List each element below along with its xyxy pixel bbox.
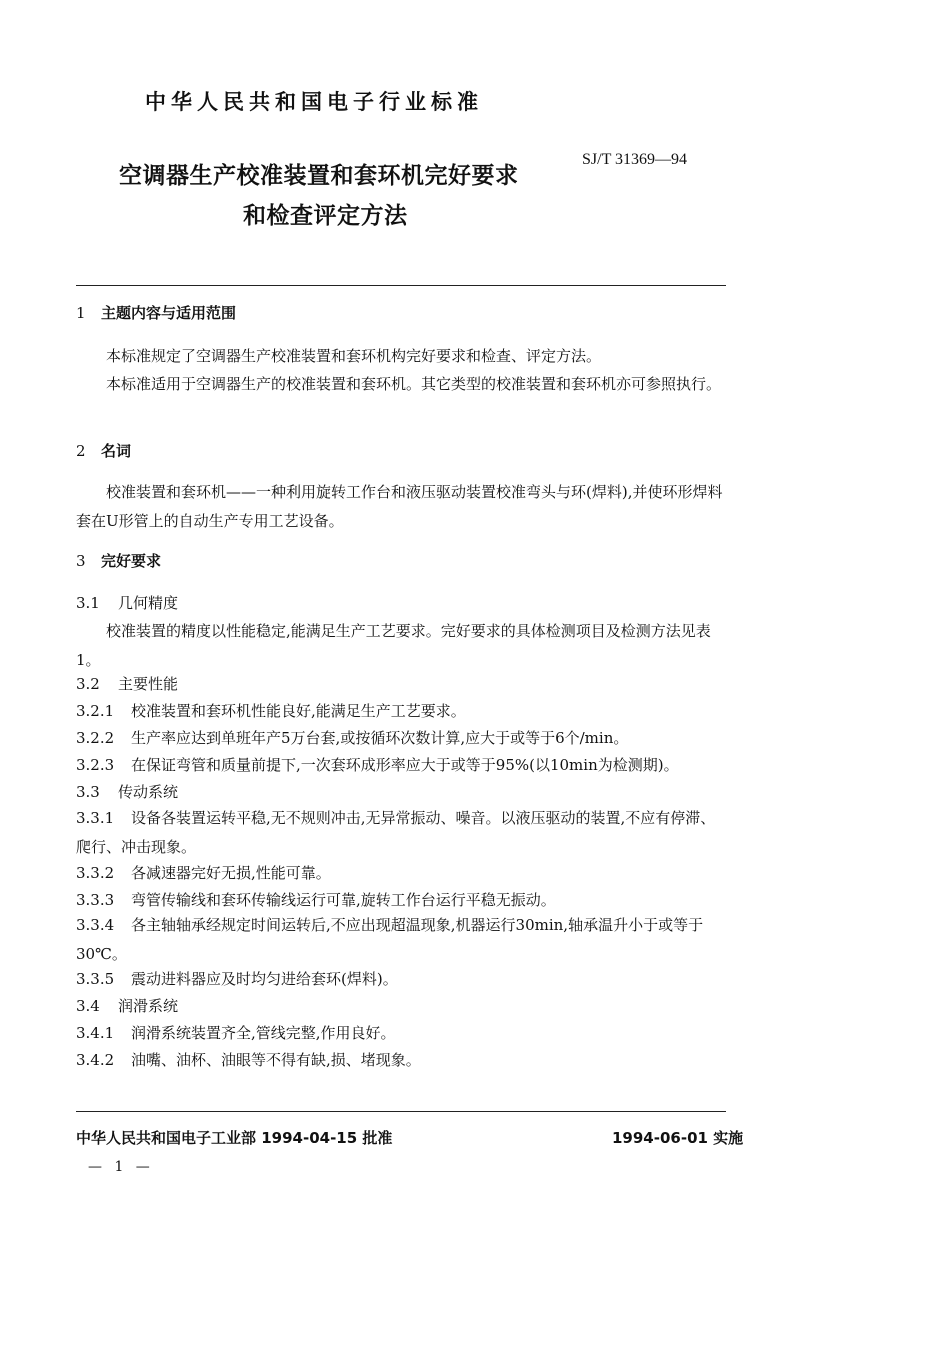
clause-number: 3.3.2 [76,864,115,882]
section-2-heading [76,441,131,461]
clause-number: 3.2.1 [76,702,115,720]
clause-title: 传动系统 [118,783,179,801]
issuing-organization: 中华人民共和国电子行业标准 [145,90,483,114]
section-number: 2 [76,442,86,460]
section-number: 3 [76,552,86,570]
section-title: 主题内容与适用范围 [101,304,237,322]
standard-code: SJ/T 31369—94 [582,151,688,168]
document-title-line-2: 和检查评定方法 [243,203,408,229]
clause-3-3-4 [76,911,726,969]
page-number: — 1 — [88,1159,154,1175]
clause-number: 3.4.2 [76,1051,115,1069]
clause-text: 在保证弯管和质量前提下,一次套环成形率应大于或等于95%(以10min为检测期)。 [131,756,679,774]
clause-number: 3.3 [76,783,100,801]
clause-text: 弯管传输线和套环传输线运行可靠,旋转工作台运行平稳无振动。 [131,891,556,909]
section-3-heading [76,551,161,571]
clause-text: 各主轴轴承经规定时间运转后,不应出现超温现象,机器运行30min,轴承温升小于或等于30℃。 [76,916,704,963]
clause-text: 生产率应达到单班年产5万台套,或按循环次数计算,应大于或等于6个/min。 [131,729,629,747]
clause-number: 3.2.2 [76,729,115,747]
clause-3-1-paragraph: 校准装置的精度以性能稳定,能满足生产工艺要求。完好要求的具体检测项目及检测方法见表1。 [76,622,711,669]
clause-3-4-2 [76,1050,421,1070]
clause-3-2-2 [76,728,628,748]
clause-text: 校准装置和套环机性能良好,能满足生产工艺要求。 [131,702,466,720]
clause-title: 主要性能 [118,675,179,693]
clause-number: 3.4.1 [76,1024,115,1042]
section-1-paragraph-2: 本标准适用于空调器生产的校准装置和套环机。其它类型的校准装置和套环机亦可参照执行。 [106,375,722,393]
section-number: 1 [76,304,86,322]
clause-3-2 [76,674,178,694]
clause-title: 润滑系统 [118,997,179,1015]
clause-title: 几何精度 [118,594,179,612]
clause-3-3-5 [76,969,398,989]
clause-number: 3.3.4 [76,916,115,934]
clause-3-1 [76,593,178,613]
clause-number: 3.3.1 [76,809,115,827]
clause-3-2-1 [76,701,466,721]
section-1-paragraph-1: 本标准规定了空调器生产校准装置和套环机构完好要求和检查、评定方法。 [106,347,602,365]
clause-number: 3.2 [76,675,100,693]
clause-3-3-1 [76,804,726,862]
clause-3-3 [76,782,178,802]
clause-3-3-3 [76,890,556,910]
clause-3-2-3 [76,755,679,775]
section-2-paragraph: 校准装置和套环机——一种利用旋转工作台和液压驱动装置校准弯头与环(焊料),并使环形焊料套在U形管上的自动生产专用工艺设备。 [76,483,723,530]
clause-text: 油嘴、油杯、油眼等不得有缺,损、堵现象。 [131,1051,421,1069]
clause-number: 3.2.3 [76,756,115,774]
clause-text: 设备各装置运转平稳,无不规则冲击,无异常振动、噪音。以液压驱动的装置,不应有停滞、爬行、冲击现象。 [76,809,716,856]
header-divider [76,285,726,286]
footer-divider [76,1111,726,1112]
approval-statement: 中华人民共和国电子工业部 1994-04-15 批准 [76,1129,393,1147]
section-title: 名词 [101,442,132,460]
clause-number: 3.4 [76,997,100,1015]
clause-3-3-2 [76,863,331,883]
clause-number: 3.1 [76,594,100,612]
clause-number: 3.3.5 [76,970,115,988]
clause-text: 各减速器完好无损,性能可靠。 [131,864,331,882]
clause-number: 3.3.3 [76,891,115,909]
section-title: 完好要求 [101,552,162,570]
clause-3-4-1 [76,1023,396,1043]
clause-3-4 [76,996,178,1016]
clause-text: 震动进料器应及时均匀进给套环(焊料)。 [131,970,398,988]
clause-text: 润滑系统装置齐全,管线完整,作用良好。 [131,1024,396,1042]
document-title-line-1: 空调器生产校准装置和套环机完好要求 [119,163,519,189]
section-1-heading [76,303,236,323]
effective-date: 1994-06-01 实施 [612,1129,744,1147]
